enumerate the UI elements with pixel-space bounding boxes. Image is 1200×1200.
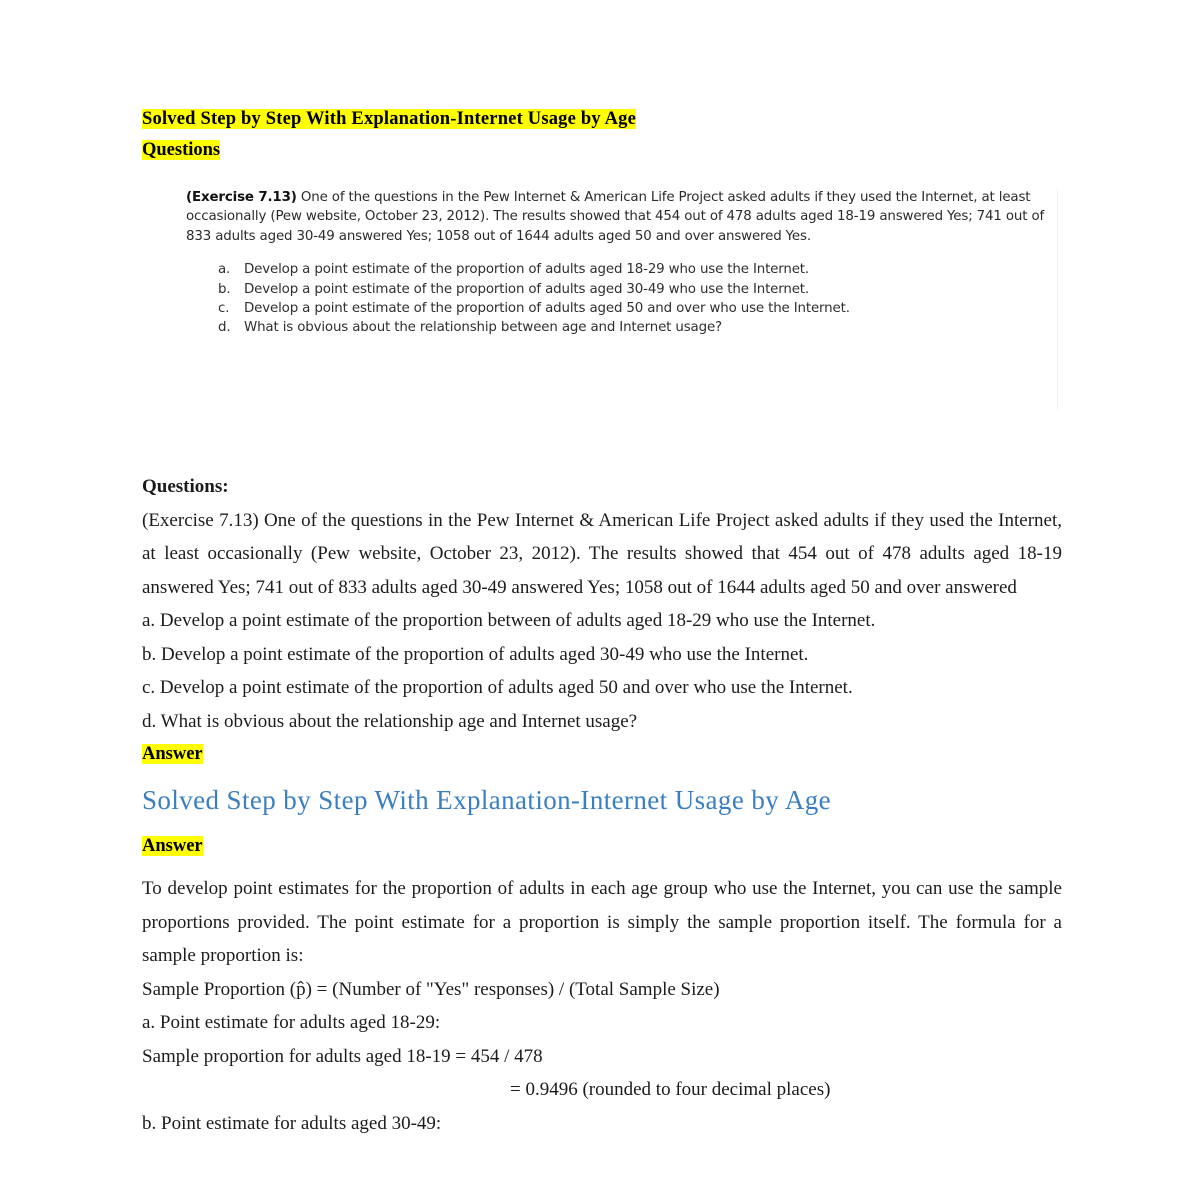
- answer-intro-paragraph: To develop point estimates for the proportion of adults in each age group who use the Internet, you can use the sample proportions provided. The point estimate for a proportion is simply the sample proportion itself. The formula for a sample proportion is:: [142, 878, 1062, 966]
- answer-label-second: [142, 830, 1062, 862]
- scan-item-text: Develop a point estimate of the proportion of adults aged 50 and over who use the Internet.: [244, 301, 850, 317]
- scan-item-label: b.: [218, 281, 231, 297]
- answer-part-a-calculation: Sample proportion for adults aged 18-19 = 454 / 478: [142, 1045, 543, 1067]
- question-item-c: c. Develop a point estimate of the proportion of adults aged 50 and over who use the Internet.: [142, 677, 853, 698]
- answer-blue-heading: Solved Step by Step With Explanation-Internet Usage by Age: [142, 785, 831, 815]
- question-paragraph: (Exercise 7.13) One of the questions in the Pew Internet & American Life Project asked adults if they used the Internet, at least occasionally (Pew website, October 23, 2012). The results showed that 454 out of 478 adults aged 18-19 answered Yes; 741 out of 833 adults aged 30-49 answered Yes; 1058 out of 1644 adults aged 50 and over answered: [142, 509, 1062, 598]
- answer-part-a-heading: a. Point estimate for adults aged 18-29:: [142, 1012, 441, 1033]
- list-item: [218, 318, 1058, 337]
- scan-item-label: a.: [218, 262, 231, 278]
- scan-exercise-paragraph: [186, 188, 1058, 246]
- spacer: [142, 820, 1062, 830]
- scan-exercise-label: (Exercise 7.13): [186, 190, 297, 205]
- answer-formula: Sample Proportion (p̂) = (Number of "Yes" responses) / (Total Sample Size): [142, 978, 720, 1000]
- question-item-b: b. Develop a point estimate of the proportion of adults aged 30-49 who use the Internet.: [142, 643, 809, 665]
- scan-item-text: Develop a point estimate of the proportion of adults aged 18-29 who use the Internet.: [244, 262, 810, 278]
- list-item: [218, 260, 1058, 279]
- scan-exercise-body: One of the questions in the Pew Internet & American Life Project asked adults if they used the Internet, at least occasionally (Pew website, October 23, 2012). The results showed that 454 out of 478 adults aged 18-19 answered Yes; 741 out of 833 adults aged 30-49 answered Yes; 1058 out of 1644 adults aged 50 and over answered Yes.: [186, 190, 1045, 244]
- scan-item-list: [186, 260, 1058, 338]
- scan-item-text: Develop a point estimate of the proportion of adults aged 30-49 who use the Internet.: [244, 281, 810, 297]
- scan-item-label: c.: [218, 301, 230, 317]
- scan-image-inner: [186, 188, 1058, 338]
- questions-label: [142, 134, 1062, 166]
- scan-item-label: d.: [218, 320, 231, 336]
- scan-item-text: What is obvious about the relationship between age and Internet usage?: [244, 320, 722, 336]
- answer-label-second-highlight: Answer: [142, 836, 203, 856]
- scanned-exercise-image: [142, 188, 1060, 410]
- list-item: [218, 280, 1058, 299]
- spacer: [142, 410, 1062, 470]
- answer-label-top: [142, 738, 1062, 770]
- questions-label-highlight: Questions: [142, 140, 221, 160]
- spacer: [142, 862, 1062, 872]
- page-title: [142, 104, 1062, 134]
- questions-heading: Questions:: [142, 476, 229, 497]
- question-item-a: a. Develop a point estimate of the proportion between of adults aged 18-29 who use the Internet.: [142, 610, 876, 631]
- page-title-highlight: Solved Step by Step With Explanation-Internet Usage by Age: [142, 109, 637, 129]
- document-content: [142, 104, 1062, 1140]
- answer-part-a-result: = 0.9496 (rounded to four decimal places): [510, 1079, 831, 1100]
- spacer: [142, 770, 1062, 780]
- answer-part-b-heading: b. Point estimate for adults aged 30-49:: [142, 1112, 442, 1134]
- answer-label-top-highlight: Answer: [142, 744, 203, 764]
- list-item: [218, 299, 1058, 318]
- question-item-d: d. What is obvious about the relationship age and Internet usage?: [142, 710, 638, 732]
